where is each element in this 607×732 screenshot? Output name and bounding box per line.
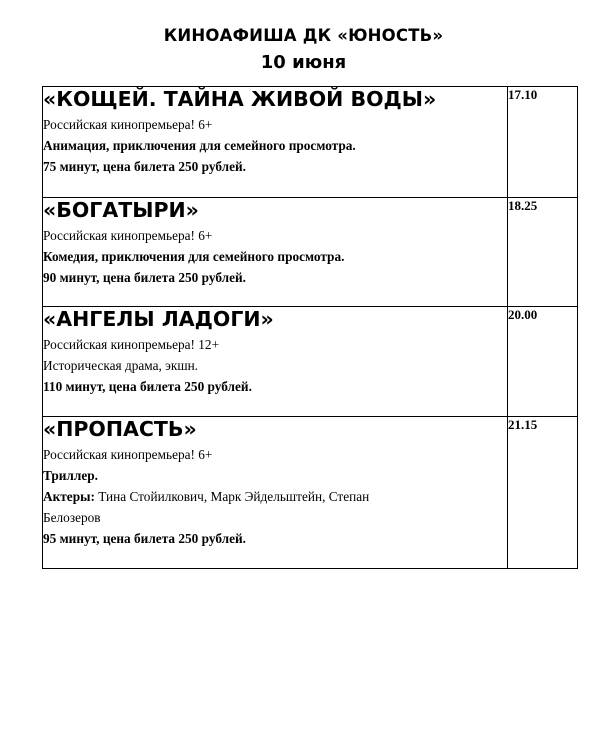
- film-time: 21.15: [508, 417, 578, 569]
- film-premiere: Российская кинопремьера! 12+: [43, 337, 220, 352]
- film-genre: Триллер.: [43, 468, 98, 483]
- film-details: 90 минут, цена билета 250 рублей.: [43, 270, 246, 285]
- film-title: «БОГАТЫРИ»: [43, 198, 199, 222]
- film-details: 75 минут, цена билета 250 рублей.: [43, 159, 246, 174]
- film-info-cell: [43, 307, 508, 417]
- film-details: 95 минут, цена билета 250 рублей.: [43, 531, 246, 546]
- film-details: 110 минут, цена билета 250 рублей.: [43, 379, 252, 394]
- table-row: [43, 307, 578, 417]
- table-row: [43, 198, 578, 307]
- film-premiere: Российская кинопремьера! 6+: [43, 228, 213, 243]
- table-row: [43, 87, 578, 198]
- table-row: [43, 417, 578, 569]
- page-title: КИНОАФИША ДК «ЮНОСТЬ»: [163, 26, 444, 45]
- actors-label: Актеры:: [43, 489, 95, 504]
- film-genre: Комедия, приключения для семейного просмотра.: [43, 249, 345, 264]
- actors-list-cont: Белозеров: [43, 510, 101, 525]
- film-title: «КОЩЕЙ. ТАЙНА ЖИВОЙ ВОДЫ»: [43, 87, 437, 111]
- film-info-cell: [43, 417, 508, 569]
- film-title: «АНГЕЛЫ ЛАДОГИ»: [43, 307, 274, 331]
- page-date: 10 июня: [260, 52, 347, 73]
- film-info-cell: [43, 87, 508, 198]
- film-premiere: Российская кинопремьера! 6+: [43, 117, 213, 132]
- schedule-table: [42, 86, 578, 569]
- film-time: 17.10: [508, 87, 578, 198]
- film-time: 18.25: [508, 198, 578, 307]
- film-info-cell: [43, 198, 508, 307]
- film-title: «ПРОПАСТЬ»: [43, 417, 197, 441]
- film-genre: Анимация, приключения для семейного просмотра.: [43, 138, 356, 153]
- film-premiere: Российская кинопремьера! 6+: [43, 447, 213, 462]
- actors-list: Тина Стойилкович, Марк Эйдельштейн, Степан: [98, 489, 370, 504]
- film-actors: [43, 486, 507, 507]
- film-genre: Историческая драма, экшн.: [43, 358, 199, 373]
- film-time: 20.00: [508, 307, 578, 417]
